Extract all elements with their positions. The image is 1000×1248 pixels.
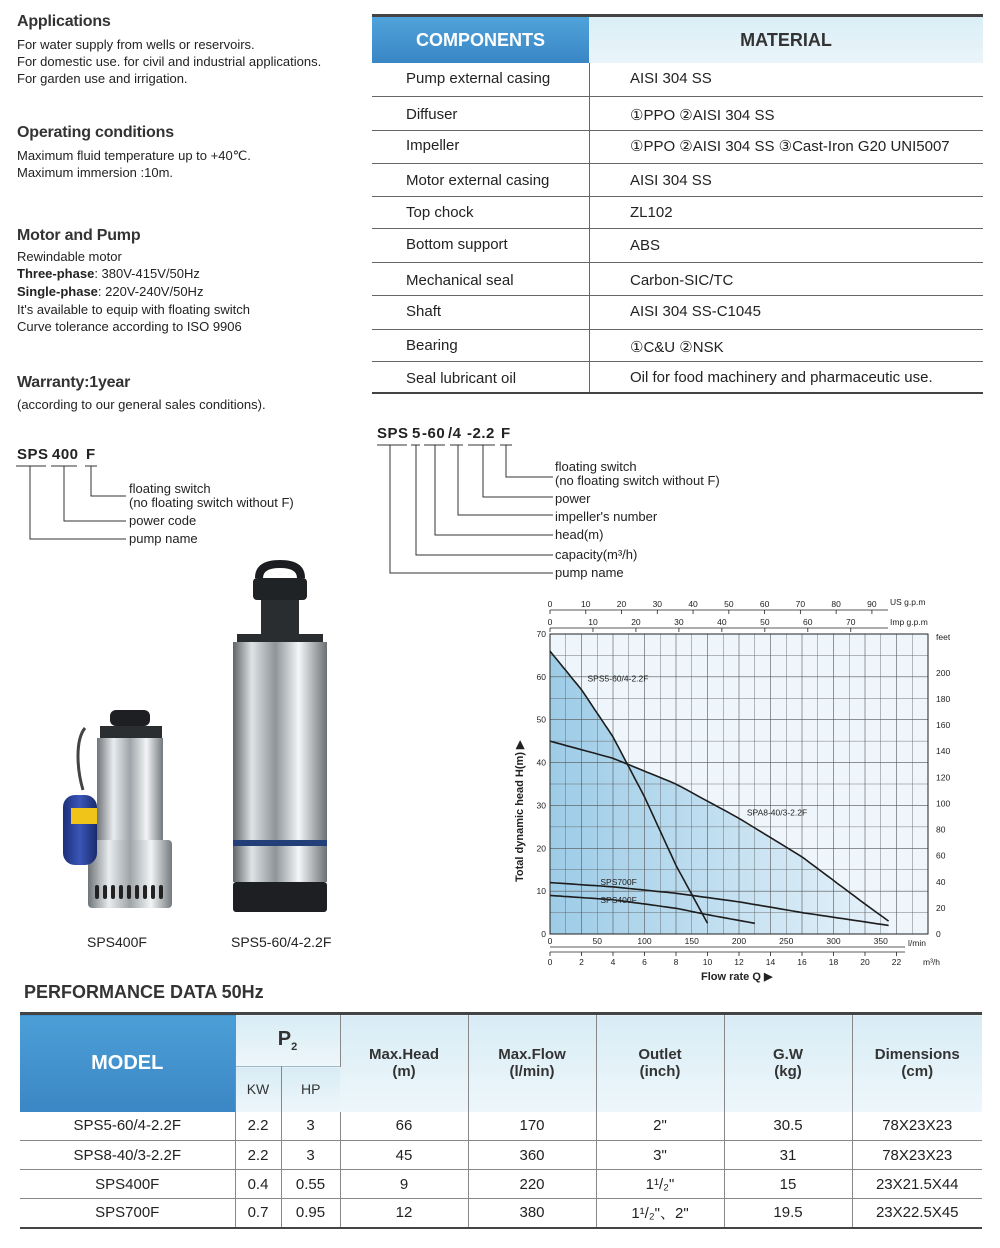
materials-row — [372, 296, 983, 330]
code1-part-switch: F — [86, 446, 96, 463]
pump-sps5-60-image — [225, 558, 335, 918]
component-material: ①C&U ②NSK — [630, 339, 724, 356]
component-name: Bearing — [406, 337, 458, 354]
cell-model: SPS700F — [20, 1199, 235, 1228]
component-name: Diffuser — [406, 106, 458, 123]
component-material: Carbon-SIC/TC — [630, 272, 734, 289]
performance-title: PERFORMANCE DATA 50Hz — [24, 982, 264, 1002]
materials-row — [372, 63, 983, 97]
x-axis-label: Flow rate Q ▶ — [701, 971, 773, 983]
materials-header-material: MATERIAL — [589, 17, 983, 63]
component-material: ABS — [630, 237, 661, 254]
cell-kw: 2.2 — [235, 1112, 281, 1141]
cell-outlet: 2" — [596, 1112, 724, 1141]
chart-svg — [505, 592, 950, 992]
component-material: AISI 304 SS — [630, 70, 712, 87]
cell-dim: 23X22.5X45 — [852, 1199, 982, 1228]
operating-title: Operating conditions — [17, 124, 174, 141]
component-name: Seal lubricant oil — [406, 370, 517, 387]
cell-head: 9 — [340, 1170, 468, 1199]
code1-desc-switch: floating switch — [129, 481, 211, 496]
component-name: Motor external casing — [406, 172, 550, 189]
y-tick-label: 70 — [536, 629, 546, 639]
us-gpm-tick-label: 10 — [581, 599, 591, 609]
feet-tick-label: 0 — [936, 929, 941, 939]
y-tick-label: 40 — [536, 757, 546, 768]
imp-gpm-tick-label: 10 — [588, 617, 598, 627]
motor-line-5: Curve tolerance according to ISO 9906 — [17, 319, 242, 334]
header-gw: G.W (kg) — [724, 1014, 852, 1112]
code1-part-power: 400 — [52, 446, 79, 463]
motor-line-1: Rewindable motor — [17, 249, 122, 264]
imp-gpm-tick-label: 30 — [674, 617, 684, 627]
header-kw: KW — [235, 1067, 281, 1112]
us-gpm-tick-label: 40 — [688, 599, 698, 609]
imp-gpm-tick-label: 0 — [547, 617, 553, 627]
operating-line-2: Maximum immersion :10m. — [17, 165, 174, 180]
y-tick-label: 20 — [536, 843, 546, 854]
code2-desc-switch: floating switch — [555, 459, 637, 474]
code2-part-head: -60 — [422, 425, 446, 442]
component-name: Top chock — [406, 204, 474, 221]
imp-gpm-tick-label: 70 — [846, 617, 856, 627]
header-dimensions: Dimensions (cm) — [852, 1014, 982, 1112]
component-material: ①PPO ②AISI 304 SS — [630, 107, 775, 124]
m3h-tick-label: 16 — [797, 957, 807, 967]
imp-gpm-tick-label: 60 — [803, 617, 813, 627]
cell-hp: 3 — [281, 1141, 340, 1170]
component-material: AISI 304 SS-C1045 — [630, 303, 761, 320]
code2-part-capacity: 5 — [412, 425, 421, 442]
m3h-tick-label: 10 — [702, 957, 713, 967]
us-gpm-tick-label: 90 — [867, 599, 877, 609]
m3h-tick-label: 6 — [642, 957, 647, 967]
x-unit-m3h: m³/h — [923, 957, 940, 967]
materials-row — [372, 229, 983, 263]
table-row — [20, 1170, 982, 1199]
y-tick-label: 0 — [541, 929, 546, 939]
cell-outlet: 3" — [596, 1141, 724, 1170]
applications-line-1: For water supply from wells or reservoirs. — [17, 37, 255, 52]
y-tick-label: 50 — [536, 714, 546, 725]
applications-title: Applications — [17, 13, 111, 30]
us-gpm-tick-label: 80 — [831, 599, 841, 609]
cell-flow: 380 — [468, 1199, 596, 1228]
cell-kw: 2.2 — [235, 1141, 281, 1170]
cell-flow: 220 — [468, 1170, 596, 1199]
m3h-tick-label: 14 — [765, 957, 776, 967]
y-axis-label: Total dynamic head H(m) ▶ — [514, 740, 526, 882]
cell-model: SPS400F — [20, 1170, 235, 1199]
lmin-tick-label: 250 — [779, 936, 794, 946]
feet-tick-label: 60 — [936, 850, 946, 861]
us-gpm-tick-label: 0 — [547, 599, 553, 609]
cell-hp: 0.95 — [281, 1199, 340, 1228]
code1-leader-lines — [0, 0, 140, 560]
materials-row — [372, 197, 983, 229]
performance-table — [20, 1012, 982, 1229]
feet-tick-label: 20 — [936, 902, 946, 913]
feet-tick-label: 40 — [936, 876, 946, 887]
table-row — [20, 1141, 982, 1170]
top-unit-imp: Imp g.p.m — [890, 617, 928, 627]
motor-title: Motor and Pump — [17, 227, 141, 244]
y-tick-label: 30 — [536, 800, 546, 811]
motor-three-phase: Three-phase: 380V-415V/50Hz — [17, 266, 200, 281]
cell-head: 12 — [340, 1199, 468, 1228]
materials-header-components: COMPONENTS — [372, 17, 589, 63]
cell-gw: 31 — [724, 1141, 852, 1170]
feet-tick-label: 160 — [936, 720, 950, 731]
pump-sps400f-image — [55, 700, 185, 920]
cell-head: 45 — [340, 1141, 468, 1170]
x-unit-lmin: l/min — [908, 938, 926, 948]
warranty-title: Warranty:1year — [17, 374, 131, 391]
feet-tick-label: 80 — [936, 824, 946, 835]
series-label: SPA8-40/3-2.2F — [746, 807, 808, 818]
m3h-tick-label: 4 — [610, 957, 616, 967]
motor-single-phase: Single-phase: 220V-240V/50Hz — [17, 284, 204, 299]
pump-sps5-60-caption: SPS5-60/4-2.2F — [231, 934, 332, 950]
component-material: AISI 304 SS — [630, 172, 712, 189]
cell-model: SPS5-60/4-2.2F — [20, 1112, 235, 1141]
header-max-head: Max.Head (m) — [340, 1014, 468, 1112]
component-material: ZL102 — [630, 204, 673, 221]
cell-head: 66 — [340, 1112, 468, 1141]
motor-line-4: It's available to equip with floating switch — [17, 302, 250, 317]
cell-dim: 78X23X23 — [852, 1112, 982, 1141]
code1-desc-power: power code — [129, 513, 197, 528]
header-max-flow: Max.Flow (l/min) — [468, 1014, 596, 1112]
lmin-tick-label: 100 — [637, 936, 652, 946]
component-name: Shaft — [406, 303, 442, 320]
lmin-tick-label: 300 — [826, 936, 841, 946]
pump-sps400f-caption: SPS400F — [87, 934, 147, 950]
cell-hp: 3 — [281, 1112, 340, 1141]
us-gpm-tick-label: 50 — [724, 599, 734, 609]
component-name: Bottom support — [406, 236, 508, 253]
applications-line-2: For domestic use. for civil and industrial applications. — [17, 54, 322, 69]
m3h-tick-label: 8 — [673, 957, 679, 967]
cell-model: SPS8-40/3-2.2F — [20, 1141, 235, 1170]
code2-desc-impellers: impeller's number — [555, 509, 658, 524]
series-label: SPS5-60/4-2.2F — [587, 673, 649, 684]
materials-row — [372, 330, 983, 362]
header-hp: HP — [281, 1067, 340, 1112]
materials-row — [372, 263, 983, 296]
materials-row — [372, 362, 983, 392]
code2-part-impellers: /4 — [448, 425, 462, 442]
lmin-tick-label: 50 — [592, 936, 602, 946]
cell-gw: 30.5 — [724, 1112, 852, 1141]
feet-tick-label: 200 — [936, 667, 950, 678]
cell-gw: 15 — [724, 1170, 852, 1199]
feet-unit-label: feet — [936, 632, 950, 642]
m3h-tick-label: 22 — [891, 957, 902, 967]
component-material: ①PPO ②AISI 304 SS ③Cast-Iron G20 UNI5007 — [630, 138, 950, 155]
table-row — [20, 1199, 982, 1228]
y-tick-label: 60 — [536, 671, 546, 682]
component-material: Oil for food machinery and pharmaceutic use. — [630, 369, 933, 386]
cell-dim: 23X21.5X44 — [852, 1170, 982, 1199]
m3h-tick-label: 0 — [547, 957, 553, 967]
cell-hp: 0.55 — [281, 1170, 340, 1199]
code1-part-name: SPS — [17, 446, 49, 463]
feet-tick-label: 180 — [936, 693, 950, 704]
us-gpm-tick-label: 70 — [795, 599, 806, 609]
component-name: Impeller — [406, 137, 460, 154]
code2-desc-switch-note: (no floating switch without F) — [555, 473, 720, 488]
imp-gpm-tick-label: 40 — [717, 617, 727, 627]
materials-row — [372, 164, 983, 197]
materials-row — [372, 131, 983, 164]
code2-part-name: SPS — [377, 425, 409, 442]
applications-line-3: For garden use and irrigation. — [17, 71, 188, 86]
code2-desc-power: power — [555, 491, 591, 506]
code1-desc-switch-note: (no floating switch without F) — [129, 495, 294, 510]
us-gpm-tick-label: 30 — [652, 599, 663, 609]
feet-tick-label: 140 — [936, 746, 950, 757]
performance-curve-chart — [505, 592, 950, 992]
cell-outlet: 1¹/₂" — [596, 1170, 724, 1199]
code1-desc-name: pump name — [129, 531, 198, 546]
m3h-tick-label: 18 — [828, 957, 839, 967]
feet-tick-label: 100 — [936, 798, 950, 809]
feet-tick-label: 120 — [936, 772, 950, 783]
lmin-tick-label: 0 — [547, 936, 553, 946]
cell-kw: 0.7 — [235, 1199, 281, 1228]
cell-gw: 19.5 — [724, 1199, 852, 1228]
code2-leader-lines — [370, 440, 560, 580]
lmin-tick-label: 350 — [873, 936, 888, 946]
us-gpm-tick-label: 20 — [616, 599, 627, 609]
m3h-tick-label: 12 — [734, 957, 744, 967]
cell-dim: 78X23X23 — [852, 1141, 982, 1170]
warranty-line: (according to our general sales conditions). — [17, 397, 266, 412]
cell-outlet: 1¹/₂"、2" — [596, 1199, 724, 1228]
lmin-tick-label: 150 — [684, 936, 699, 946]
top-unit-us: US g.p.m — [890, 597, 926, 607]
imp-gpm-tick-label: 20 — [631, 617, 641, 627]
code2-desc-head: head(m) — [555, 527, 604, 542]
materials-row — [372, 97, 983, 131]
code2-desc-name: pump name — [555, 565, 624, 580]
lmin-tick-label: 200 — [731, 936, 747, 946]
header-model: MODEL — [20, 1014, 235, 1112]
us-gpm-tick-label: 60 — [759, 599, 770, 609]
header-outlet: Outlet (inch) — [596, 1014, 724, 1112]
y-tick-label: 10 — [536, 886, 546, 897]
code2-part-switch: F — [501, 425, 511, 442]
header-p2: $P_2$ — [235, 1014, 340, 1067]
cell-flow: 170 — [468, 1112, 596, 1141]
cell-flow: 360 — [468, 1141, 596, 1170]
code2-desc-capacity: capacity(m³/h) — [555, 547, 638, 562]
operating-line-1: Maximum fluid temperature up to +40℃. — [17, 148, 251, 163]
cell-kw: 0.4 — [235, 1170, 281, 1199]
code2-part-power: -2.2 — [467, 425, 495, 442]
series-label: SPS700F — [600, 876, 637, 887]
imp-gpm-tick-label: 50 — [760, 617, 770, 627]
m3h-tick-label: 2 — [579, 957, 584, 967]
series-label: SPS400F — [600, 895, 637, 905]
m3h-tick-label: 20 — [860, 957, 870, 967]
component-name: Pump external casing — [406, 70, 551, 87]
table-row — [20, 1112, 982, 1141]
component-name: Mechanical seal — [406, 272, 514, 289]
